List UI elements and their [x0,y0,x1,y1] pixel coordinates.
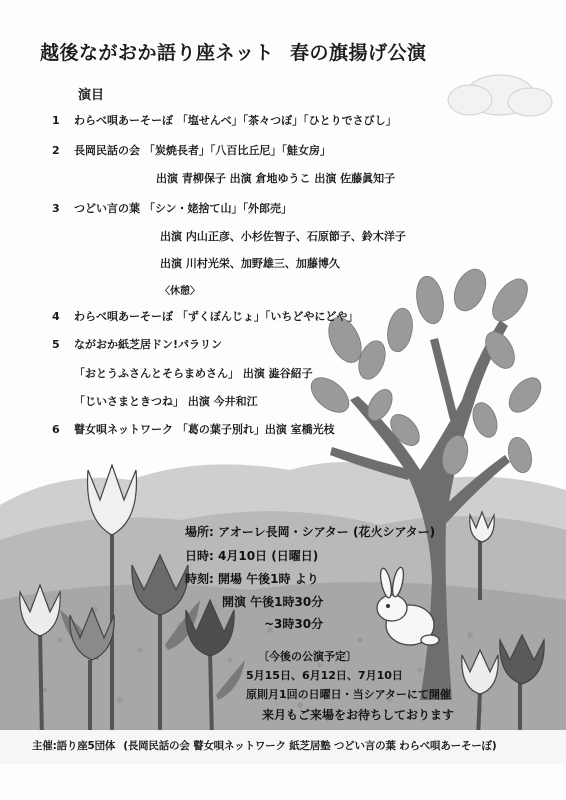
program-item-1: 1 わらべ唄あーそーぼ 「塩せんべ」「茶々つぼ」「ひとりでさびし」 [52,114,397,127]
schedule-closing: 来月もご来場をお待ちしております [262,708,455,722]
leaf-icons [305,264,547,477]
program-performers-3a: 出演 内山正彦、小杉佐智子、石原節子、鈴木洋子 [160,230,406,243]
venue-start: 開演 午後1時30分 [222,595,324,609]
title-part-1: 越後ながおか語り座ネット [40,42,275,64]
cloud-icon-top-right [448,75,552,116]
title-part-2: 春の旗揚げ公演 [290,42,427,64]
intermission: 〈休憩〉 [160,286,200,297]
program-performers-5a: 「おとうふさんとそらまめさん」 出演 澁谷紹子 [74,367,313,380]
schedule-heading: 〔今後の公演予定〕 [258,650,357,663]
program-heading: 演目 [78,88,105,103]
venue-end: ~3時30分 [264,617,324,631]
page-title [40,38,500,65]
venue-place: 場所: アオーレ長岡・シアター (花火シアター) [185,525,436,539]
schedule-dates: 5月15日、6月12日、7月10日 [246,669,403,682]
program-performers-5b: 「じいさまときつね」 出演 今井和江 [74,395,258,408]
venue-date: 日時: 4月10日 (日曜日) [185,549,319,563]
program-item-3: 3 つどい言の葉 「シン・姥捨て山」「外郎売」 [52,202,293,215]
program-performers-2: 出演 青柳保子 出演 倉地ゆうこ 出演 佐藤眞知子 [156,172,396,185]
venue-time: 時刻: 開場 午後1時 より [185,572,319,586]
program-item-6: 6 瞽女唄ネットワーク 「葛の葉子別れ」出演 室橋光枝 [52,423,335,436]
footer-sponsor: 主催:語り座5団体 (長岡民話の会 瞽女唄ネットワーク 紙芝居塾 つどい言の葉 わらべ唄あーそーぼ) [32,740,497,752]
program-item-4: 4 わらべ唄あーそーぼ 「ずくぼんじょ」「いちどやにどや」 [52,310,359,323]
program-item-5: 5 ながおか紙芝居ドン!パラリン [52,338,223,351]
program-performers-3b: 出演 川村光栄、加野雄三、加藤博久 [160,257,340,270]
schedule-note: 原則月1回の日曜日・当シアターにて開催 [246,688,451,701]
program-item-2: 2 長岡民話の会 「炭焼長者」「八百比丘尼」「鮭女房」 [52,144,331,157]
